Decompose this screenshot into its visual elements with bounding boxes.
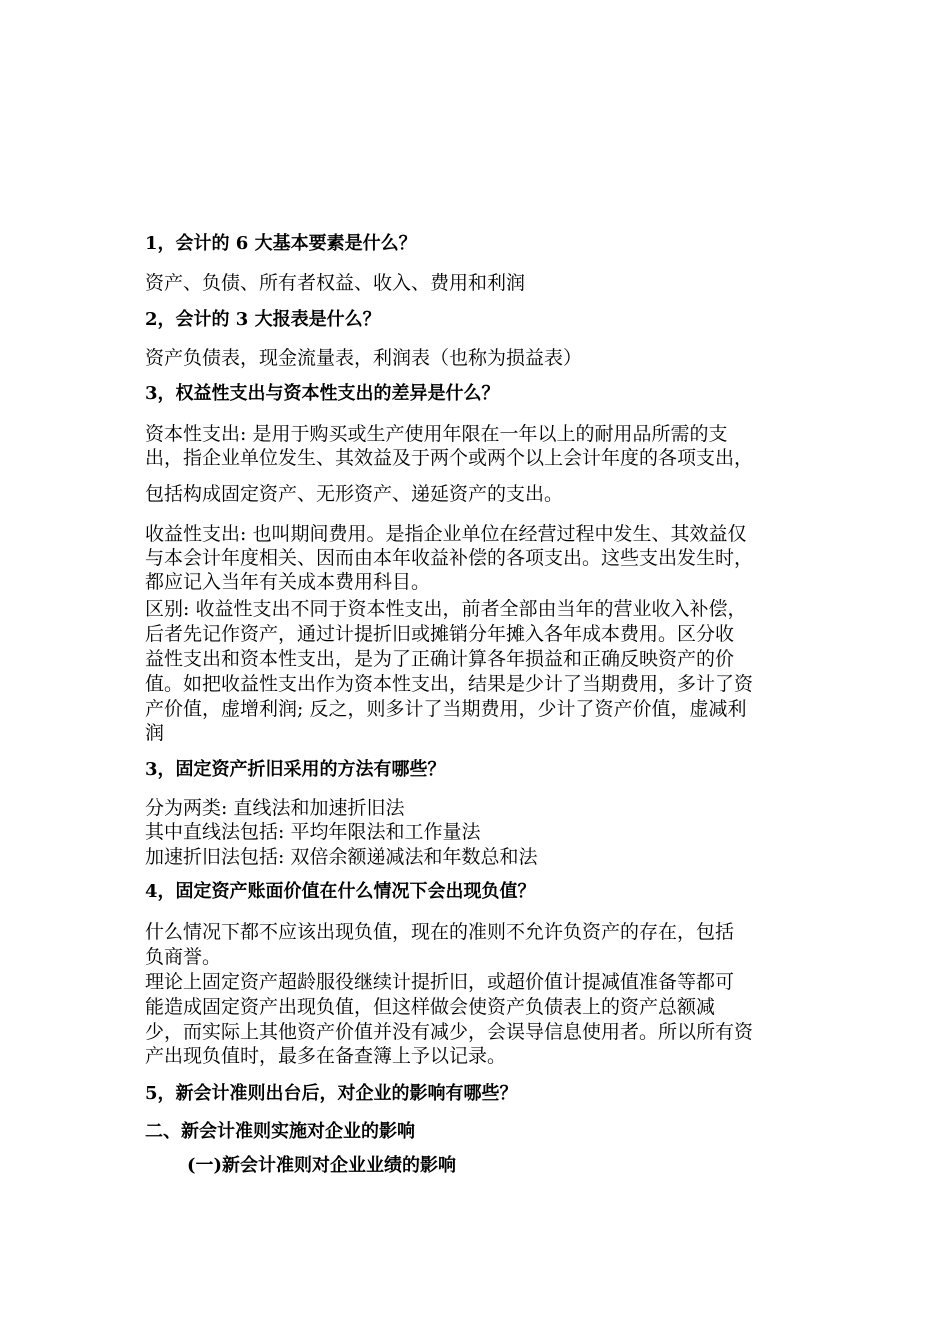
- paragraph-line: 能造成固定资产出现负值，但这样做会使资产负债表上的资产总额减: [145, 996, 716, 1018]
- answer-2: 资产负债表，现金流量表，利润表（也称为损益表）: [145, 347, 583, 369]
- paragraph-line: 值。如把收益性支出作为资本性支出，结果是少计了当期费用，多计了资: [145, 673, 754, 695]
- paragraph-line: 益性支出和资本性支出，是为了正确计算各年损益和正确反映资产的价: [145, 648, 735, 670]
- paragraph-line: 后者先记作资产，通过计提折旧或摊销分年摊入各年成本费用。区分收: [145, 623, 735, 645]
- paragraph-line: 加速折旧法包括: 双倍余额递减法和年数总和法: [145, 846, 538, 868]
- paragraph-line: 什么情况下都不应该出现负值，现在的准则不允许负资产的存在，包括: [145, 921, 735, 943]
- paragraph-line: 负商誉。: [145, 946, 222, 968]
- question-3: 3，权益性支出与资本性支出的差异是什么？: [145, 383, 500, 404]
- paragraph-line: 出，指企业单位发生、其效益及于两个或两个以上会计年度的各项支出，: [145, 447, 754, 469]
- paragraph-line: 与本会计年度相关、因而由本年收益补偿的各项支出。这些支出发生时，: [145, 547, 754, 569]
- question-4: 3，固定资产折旧采用的方法有哪些？: [145, 759, 446, 780]
- question-6: 5，新会计准则出台后，对企业的影响有哪些？: [145, 1083, 518, 1104]
- section-heading: 二、新会计准则实施对企业的影响: [145, 1121, 415, 1142]
- paragraph-line: 产出现负值时，最多在备查簿上予以记录。: [145, 1045, 507, 1067]
- subsection-heading: (一)新会计准则对企业业绩的影响: [187, 1155, 457, 1176]
- paragraph-line: 理论上固定资产超龄服役继续计提折旧，或超价值计提减值准备等都可: [145, 971, 735, 993]
- paragraph-line: 少，而实际上其他资产价值并没有减少，会误导信息使用者。所以所有资: [145, 1021, 754, 1043]
- paragraph-line: 其中直线法包括: 平均年限法和工作量法: [145, 821, 481, 843]
- paragraph-line: 资本性支出: 是用于购买或生产使用年限在一年以上的耐用品所需的支: [145, 423, 728, 445]
- paragraph-line: 产价值，虚增利润; 反之，则多计了当期费用，少计了资产价值，虚减利: [145, 698, 747, 720]
- answer-1: 资产、负债、所有者权益、收入、费用和利润: [145, 272, 526, 294]
- paragraph-line: 区别: 收益性支出不同于资本性支出，前者全部由当年的营业收入补偿，: [145, 598, 747, 620]
- paragraph-line: 分为两类: 直线法和加速折旧法: [145, 797, 405, 819]
- paragraph-line: 包括构成固定资产、无形资产、递延资产的支出。: [145, 483, 564, 505]
- question-1: 1，会计的 6 大基本要素是什么？: [145, 233, 417, 254]
- paragraph-line: 润: [145, 722, 165, 744]
- paragraph-line: 收益性支出: 也叫期间费用。是指企业单位在经营过程中发生、其效益仅: [145, 523, 747, 545]
- paragraph-line: 都应记入当年有关成本费用科目。: [145, 571, 431, 593]
- question-5: 4，固定资产账面价值在什么情况下会出现负值？: [145, 881, 536, 902]
- question-2: 2，会计的 3 大报表是什么？: [145, 309, 381, 330]
